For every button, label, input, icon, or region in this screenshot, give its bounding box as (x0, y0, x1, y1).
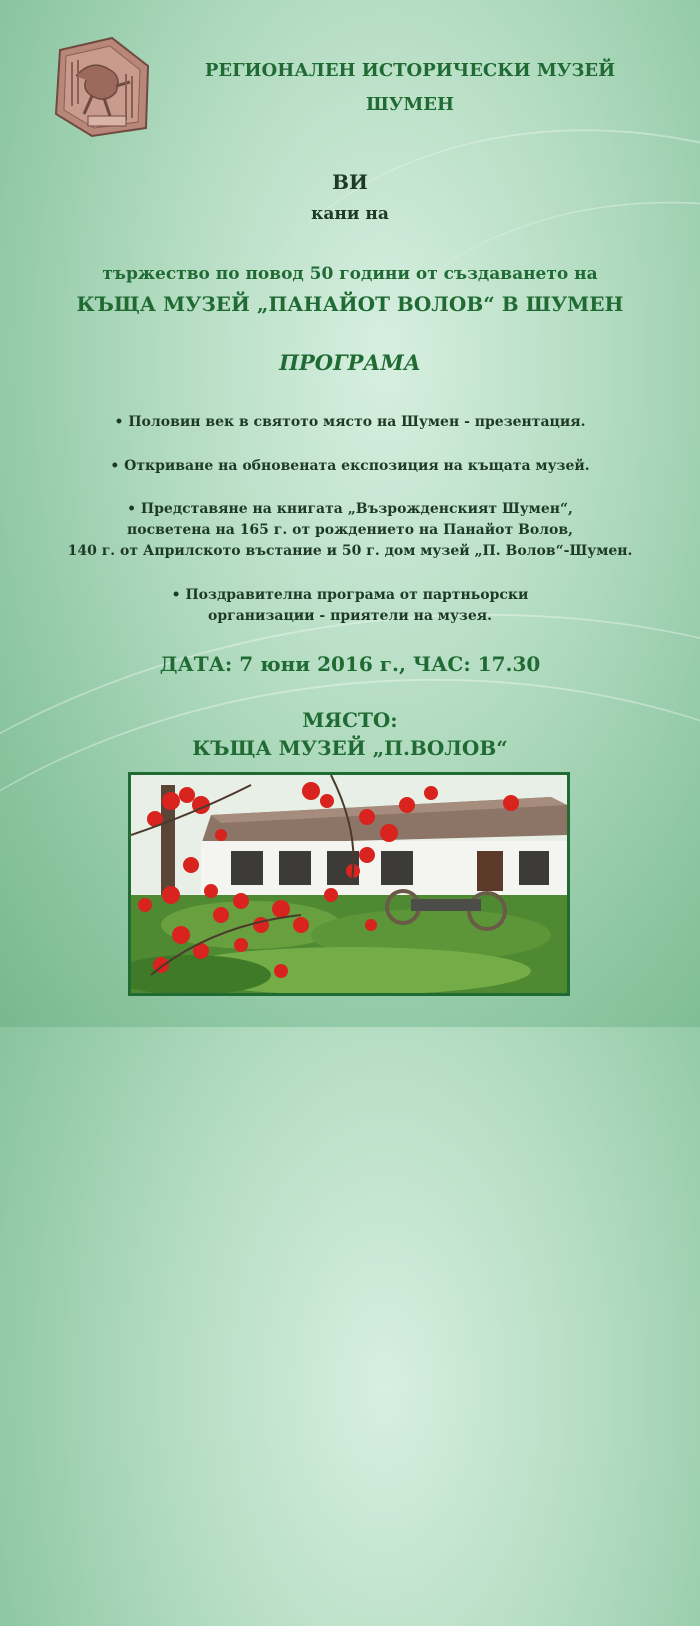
program-item: 140 г. от Априлското въстание и 50 г. дом музей „П. Волов“-Шумен. (67, 543, 633, 559)
place-label: МЯСТО: (302, 708, 398, 732)
organization-name: РЕГИОНАЛЕН ИСТОРИЧЕСКИ МУЗЕЙ (204, 60, 616, 81)
background-sweep (0, 527, 700, 1615)
program-item: организации - приятели на музея. (208, 608, 492, 624)
invite-text: кани на (311, 204, 389, 224)
event-date-time: ДАТА: 7 юни 2016 г., ЧАС: 17.30 (159, 652, 541, 676)
program-item: • Откриване на обновената експозиция на къщата музей. (110, 458, 590, 474)
house-museum-title: КЪЩА МУЗЕЙ „ПАНАЙОТ ВОЛОВ“ В ШУМЕН (76, 292, 624, 316)
program-item: • Поздравителна програма от партньорски (171, 587, 529, 603)
program-item: посветена на 165 г. от рождението на Панайот Волов, (126, 522, 573, 538)
museum-logo (52, 36, 152, 140)
program-item: • Представяне на книгата „Възрожденският Шумен“, (127, 501, 573, 517)
invite-you: ВИ (332, 170, 368, 194)
house-museum-photo (128, 772, 570, 996)
program-item: • Половин век в святото място на Шумен - презентация. (114, 414, 586, 430)
occasion-text: тържество по повод 50 години от създаването на (102, 264, 598, 284)
place-name: КЪЩА МУЗЕЙ „П.ВОЛОВ“ (192, 736, 508, 760)
program-title: ПРОГРАМА (279, 350, 421, 375)
organization-city: ШУМЕН (365, 94, 455, 115)
